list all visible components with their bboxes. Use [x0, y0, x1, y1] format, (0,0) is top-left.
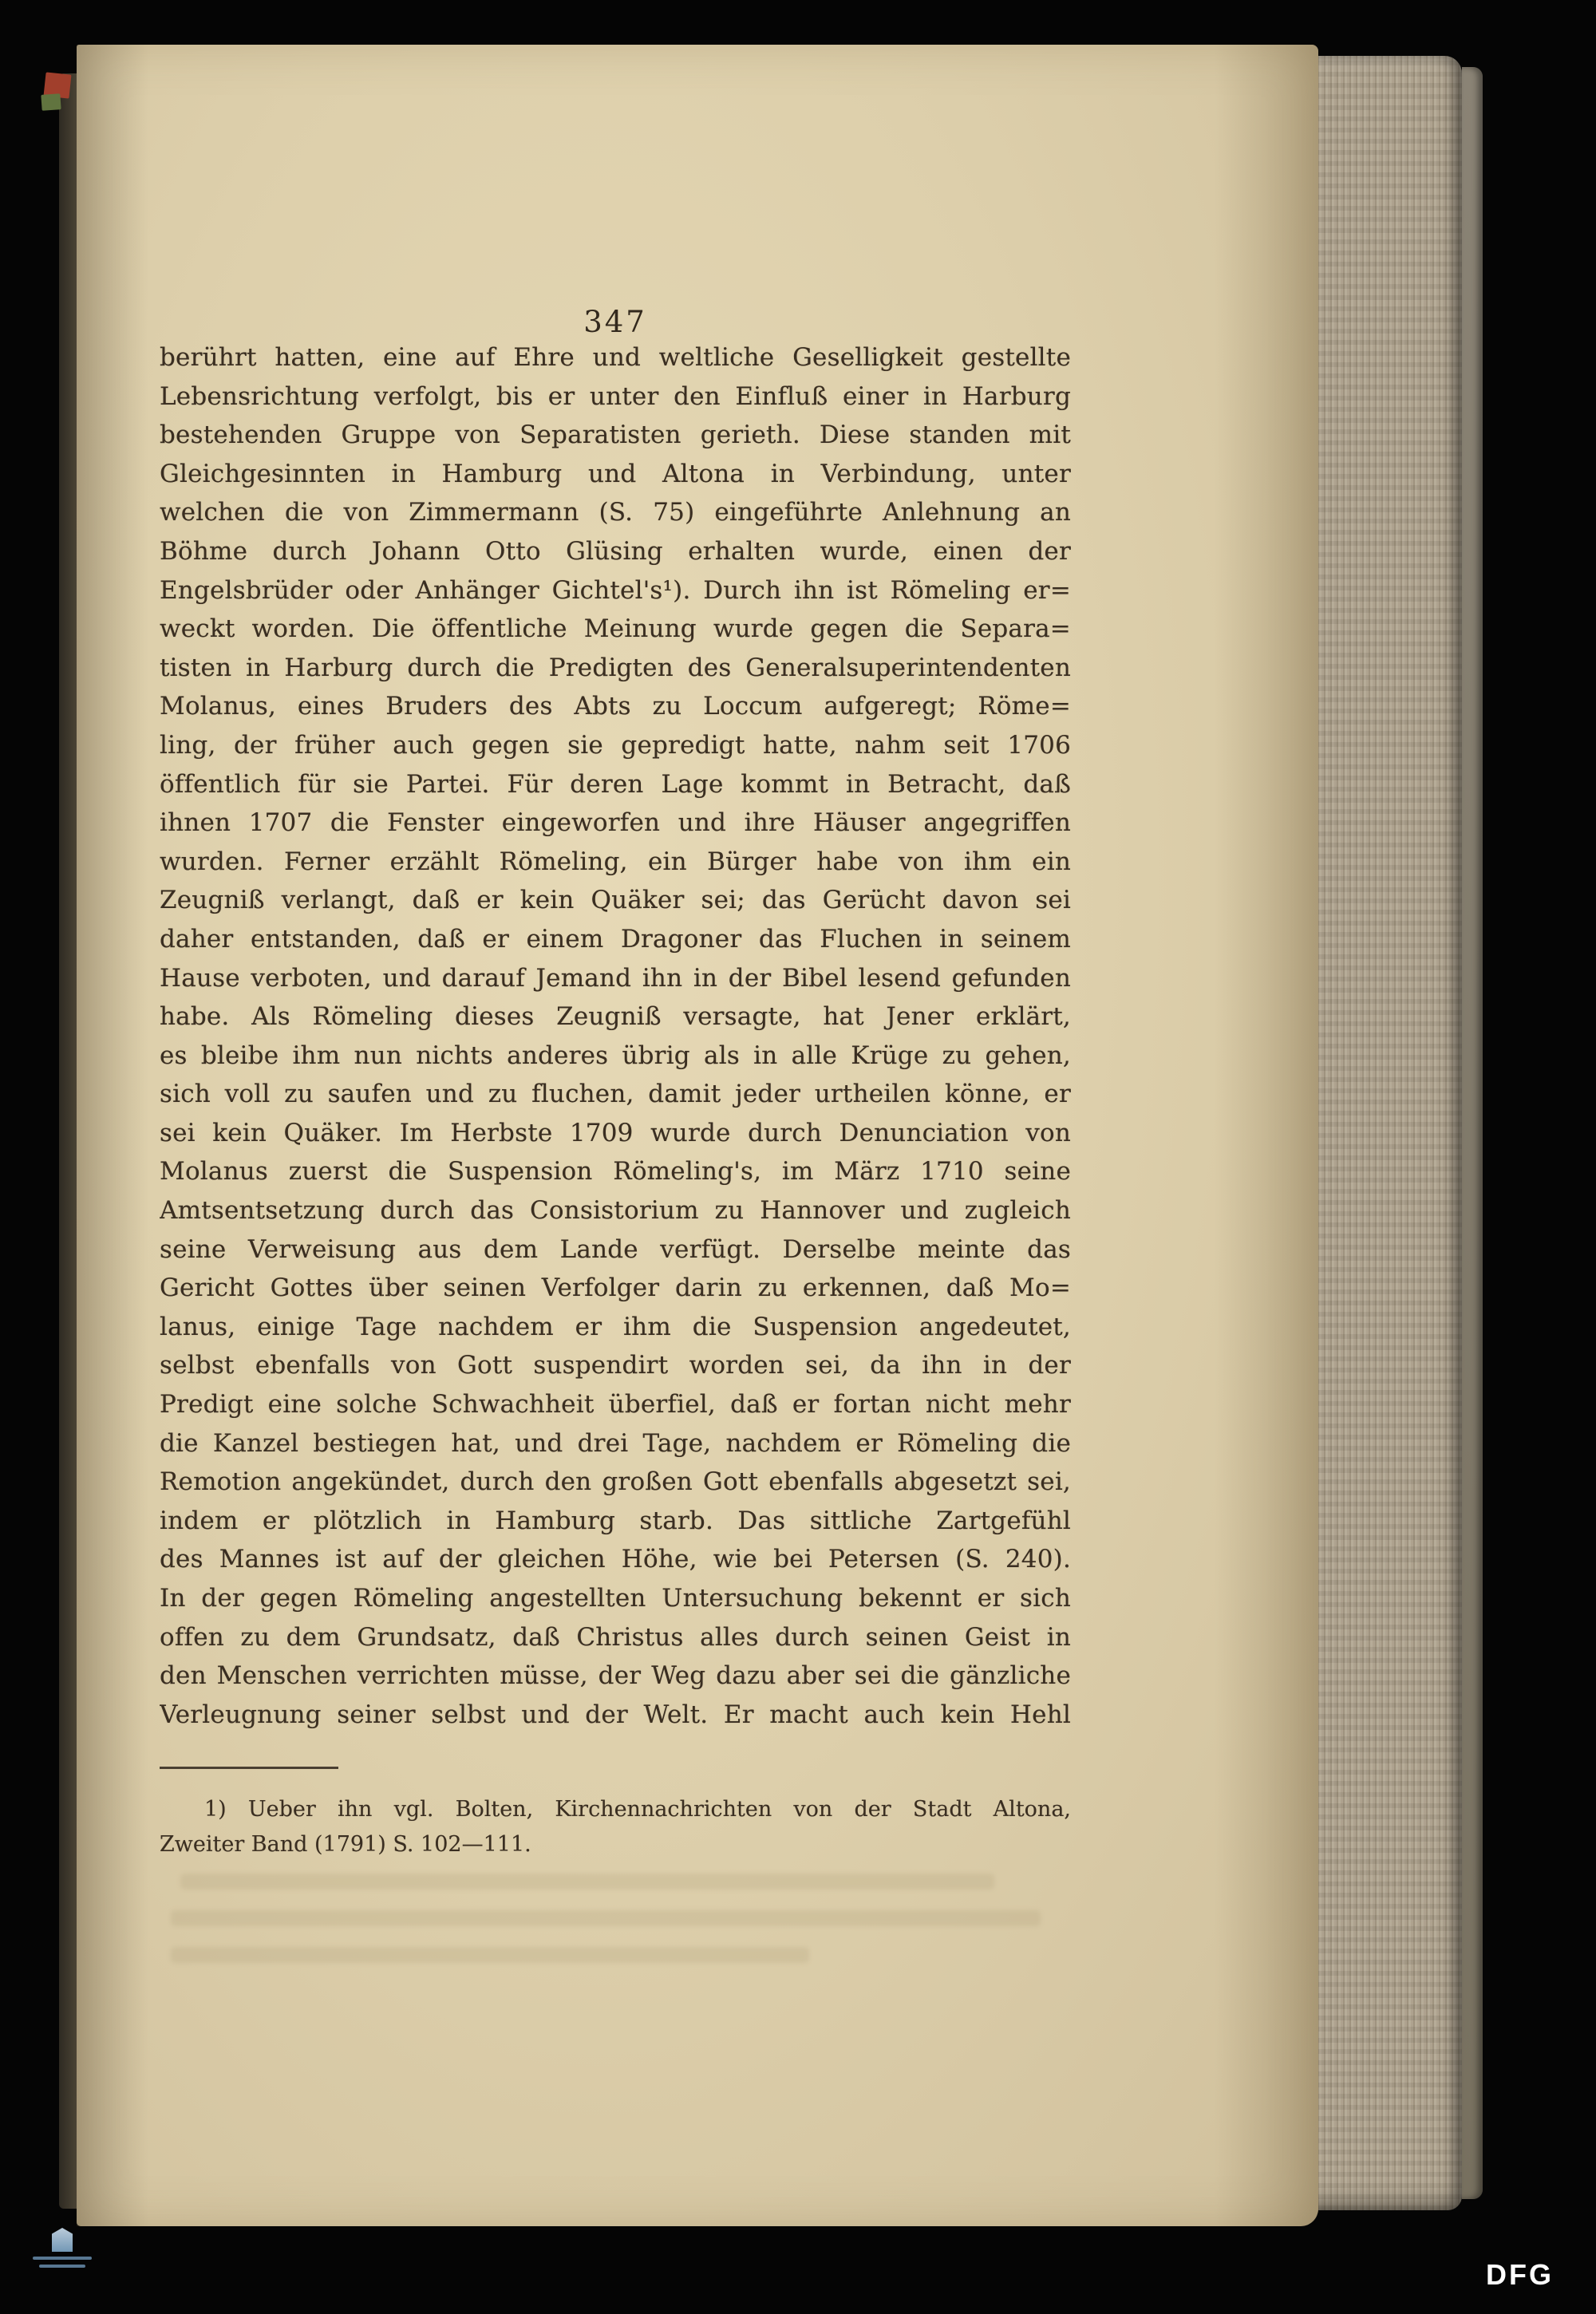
body-text-line: wurden. Ferner erzählt Römeling, ein Bürger habe von ihm ein — [160, 847, 1071, 876]
dfg-logo: DFG — [1486, 2258, 1554, 2291]
body-text-line: Engelsbrüder oder Anhänger Gichtel's¹). Durch ihn ist Römeling er= — [160, 575, 1071, 605]
page-number: 347 — [583, 305, 647, 339]
body-text-line: ihnen 1707 die Fenster eingeworfen und ihre Häuser angegriffen — [160, 808, 1071, 838]
body-text-line: habe. Als Römeling dieses Zeugniß versagte, hat Jener erklärt, — [160, 1002, 1071, 1032]
body-text-line: Hause verboten, und darauf Jemand ihn in der Bibel lesend gefunden — [160, 963, 1071, 993]
body-text-line: Gericht Gottes über seinen Verfolger darin zu erkennen, daß Mo= — [160, 1273, 1071, 1303]
ink-bleed-through — [180, 1874, 994, 1890]
body-text-line: selbst ebenfalls von Gott suspendirt worden sei, da ihn in der — [160, 1351, 1071, 1380]
ink-bleed-through — [171, 1947, 809, 1963]
body-text-line: des Mannes ist auf der gleichen Höhe, wie bei Petersen (S. 240). — [160, 1545, 1071, 1574]
footnote-separator — [160, 1767, 338, 1769]
library-logo — [24, 2228, 101, 2298]
body-text-line: weckt worden. Die öffentliche Meinung wurde gegen die Separa= — [160, 614, 1071, 644]
body-text-line: Molanus zuerst die Suspension Römeling's, im März 1710 seine — [160, 1157, 1071, 1187]
body-text-line: Remotion angekündet, durch den großen Gott ebenfalls abgesetzt sei, — [160, 1467, 1071, 1497]
body-text-line: ling, der früher auch gegen sie gepredigt hatte, nahm seit 1706 — [160, 730, 1071, 760]
body-text-line: Verleugnung seiner selbst und der Welt. Er macht auch kein Hehl — [160, 1700, 1071, 1729]
body-text-line: die Kanzel bestiegen hat, und drei Tage, nachdem er Römeling die — [160, 1428, 1071, 1458]
book-back-cover-edge — [1462, 67, 1483, 2199]
body-text-line: Molanus, eines Bruders des Abts zu Loccum aufgeregt; Röme= — [160, 692, 1071, 721]
body-text-line: Lebensrichtung verfolgt, bis er unter den Einfluß einer in Harburg — [160, 381, 1071, 411]
body-text-line: Böhme durch Johann Otto Glüsing erhalten wurde, einen der — [160, 536, 1071, 566]
library-logo-text-line — [39, 2265, 85, 2268]
body-text-line: es bleibe ihm nun nichts anderes übrig als in alle Krüge zu gehen, — [160, 1041, 1071, 1070]
body-text-line: berührt hatten, eine auf Ehre und weltliche Geselligkeit gestellte — [160, 343, 1071, 372]
body-text-line: daher entstanden, daß er einem Dragoner das Fluchen in seinem — [160, 924, 1071, 954]
body-text-line: lanus, einige Tage nachdem er ihm die Suspension angedeutet, — [160, 1312, 1071, 1341]
body-text-line: Amtsentsetzung durch das Consistorium zu Hannover und zugleich — [160, 1196, 1071, 1226]
body-text-line: sich voll zu saufen und zu fluchen, damit jeder urtheilen könne, er — [160, 1080, 1071, 1109]
body-text-line: In der gegen Römeling angestellten Untersuchung bekennt er sich — [160, 1584, 1071, 1613]
body-text-line: sei kein Quäker. Im Herbste 1709 wurde durch Denunciation von — [160, 1118, 1071, 1147]
body-text-line: Predigt eine solche Schwachheit überfiel, daß er fortan nicht mehr — [160, 1390, 1071, 1420]
footnote-block — [160, 1792, 1071, 1862]
body-text-line: welchen die von Zimmermann (S. 75) eingeführte Anlehnung an — [160, 498, 1071, 527]
body-text-block — [160, 338, 1071, 1734]
body-text-line: den Menschen verrichten müsse, der Weg dazu aber sei die gänzliche — [160, 1661, 1071, 1691]
library-logo-icon — [52, 2228, 73, 2252]
body-text-line: Zeugniß verlangt, daß er kein Quäker sei; das Gerücht davon sei — [160, 886, 1071, 915]
body-text-line: öffentlich für sie Partei. Für deren Lage kommt in Betracht, daß — [160, 769, 1071, 799]
book-page — [77, 45, 1318, 2226]
book-spine-edge — [59, 73, 77, 2209]
footnote-line: 1) Ueber ihn vgl. Bolten, Kirchennachrichten von der Stadt Altona, — [204, 1797, 1071, 1822]
book-headband-green — [41, 93, 61, 111]
body-text-line: indem er plötzlich in Hamburg starb. Das sittliche Zartgefühl — [160, 1506, 1071, 1535]
body-text-line: bestehenden Gruppe von Separatisten gerieth. Diese standen mit — [160, 421, 1071, 450]
body-text-line: seine Verweisung aus dem Lande verfügt. Derselbe meinte das — [160, 1234, 1071, 1264]
body-text-line: Gleichgesinnten in Hamburg und Altona in Verbindung, unter — [160, 459, 1071, 488]
body-text-line: offen zu dem Grundsatz, daß Christus alles durch seinen Geist in — [160, 1622, 1071, 1652]
ink-bleed-through — [171, 1910, 1041, 1926]
body-text-line: tisten in Harburg durch die Predigten des Generalsuperintendenten — [160, 653, 1071, 682]
footnote-line: Zweiter Band (1791) S. 102—111. — [160, 1832, 531, 1857]
library-logo-text-line — [33, 2257, 92, 2260]
